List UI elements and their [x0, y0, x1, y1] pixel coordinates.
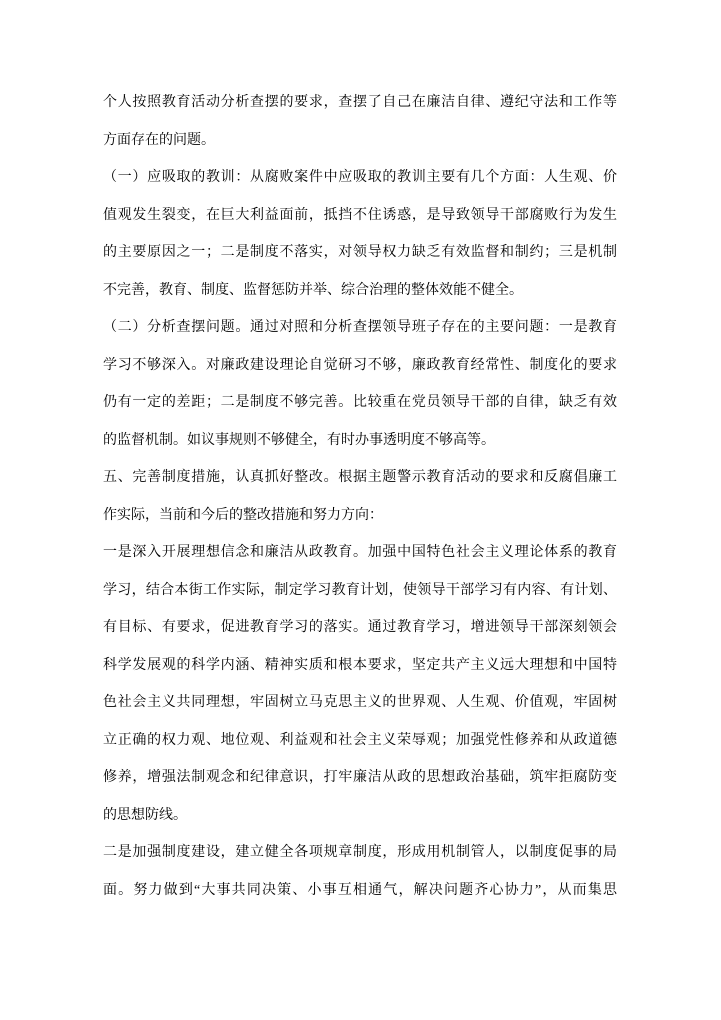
- text-line: 不完善，教育、制度、监督惩防并举、综合治理的整体效能不健全。: [103, 282, 523, 298]
- text-line: （二）分析查摆问题。通过对照和分析查摆领导班子存在的主要问题：一是教育: [103, 320, 617, 335]
- text-line: 值观发生裂变，在巨大利益面前，抵挡不住诱惑，是导致领导干部腐败行为发生: [103, 207, 617, 223]
- text-line: 二是加强制度建设，建立健全各项规章制度，形成用机制管人，以制度促事的局: [103, 845, 617, 860]
- text-line: （一）应吸取的教训：从腐败案件中应吸取的教训主要有几个方面：人生观、价: [103, 170, 617, 185]
- text-line: 学习不够深入。对廉政建设理论自觉研习不够，廉政教育经常性、制度化的要求: [103, 357, 617, 373]
- paragraph-4: [103, 459, 617, 534]
- text-line: 作实际，当前和今后的整改措施和努力方向：: [103, 507, 383, 523]
- text-line: 五、完善制度措施，认真抓好整改。根据主题警示教育活动的要求和反腐倡廉工: [103, 470, 617, 485]
- text-line: 学习，结合本街工作实际，制定学习教育计划，使领导干部学习有内容、有计划、: [103, 582, 617, 598]
- text-line: 有目标、有要求，促进教育学习的落实。通过教育学习，增进领导干部深刻领会: [103, 620, 617, 635]
- text-line: 修养，增强法制观念和纪律意识，打牢廉洁从政的思想政治基础，筑牢拒腐防变: [103, 770, 617, 785]
- text-line: 的主要原因之一；二是制度不落实，对领导权力缺乏有效监督和制约；三是机制: [103, 245, 617, 260]
- paragraph-1: [103, 84, 617, 159]
- text-line: 方面存在的问题。: [103, 132, 215, 148]
- text-line: 的监督机制。如议事规则不够健全，有时办事透明度不够高等。: [103, 432, 495, 448]
- text-line: 面。努力做到“大事共同决策、小事互相通气，解决问题齐心协力”，从而集思: [103, 882, 617, 898]
- text-line: 仍有一定的差距；二是制度不够完善。比较重在党员领导干部的自律，缺乏有效: [103, 395, 617, 410]
- text-line: 一是深入开展理想信念和廉洁从政教育。加强中国特色社会主义理论体系的教育: [103, 545, 617, 560]
- paragraph-5: [103, 534, 617, 834]
- text-line: 个人按照教育活动分析查摆的要求，查摆了自己在廉洁自律、遵纪守法和工作等: [103, 95, 617, 110]
- paragraph-2: [103, 159, 617, 309]
- text-line: 的思想防线。: [103, 807, 187, 823]
- text-line: 科学发展观的科学内涵、精神实质和根本要求，坚定共产主义远大理想和中国特: [103, 657, 617, 673]
- text-line: 色社会主义共同理想，牢固树立马克思主义的世界观、人生观、价值观，牢固树: [103, 695, 617, 710]
- paragraph-3: [103, 309, 617, 459]
- text-line: 立正确的权力观、地位观、利益观和社会主义荣辱观；加强党性修养和从政道德: [103, 732, 617, 748]
- paragraph-6: [103, 834, 617, 909]
